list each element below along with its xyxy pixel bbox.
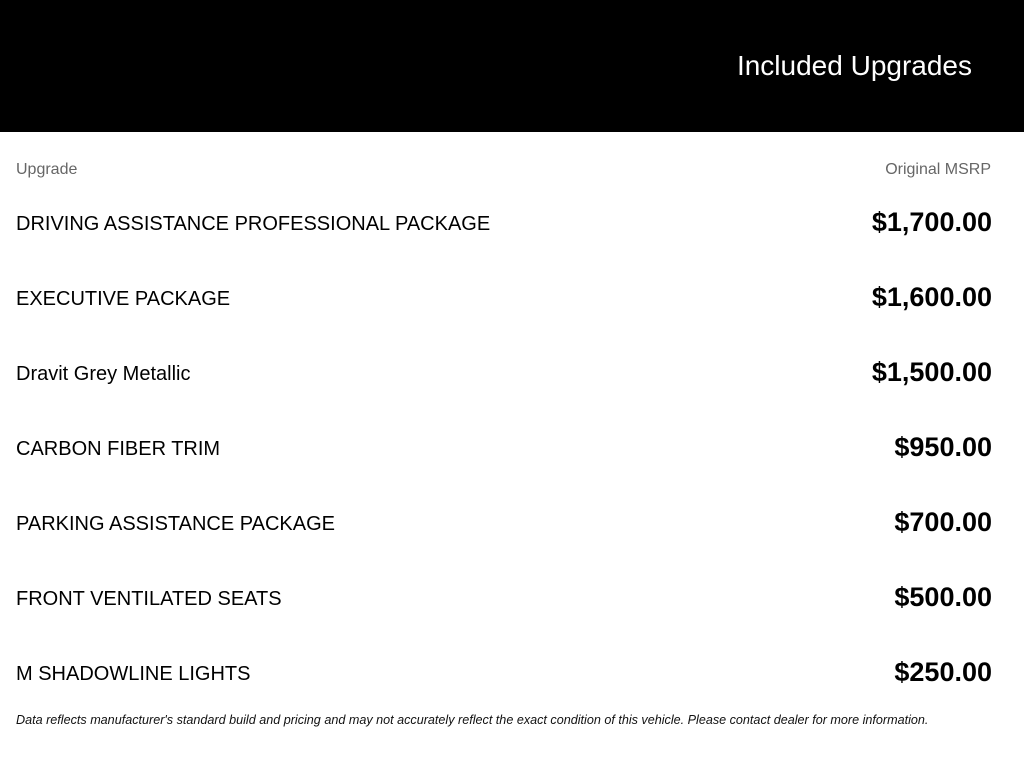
upgrade-name: CARBON FIBER TRIM	[16, 438, 221, 460]
upgrade-name: M SHADOWLINE LIGHTS	[16, 663, 251, 685]
upgrade-name: Dravit Grey Metallic	[16, 363, 191, 385]
upgrades-table	[0, 185, 1024, 710]
page-title: Included Upgrades	[736, 50, 972, 81]
upgrade-name: EXECUTIVE PACKAGE	[16, 288, 231, 310]
upgrade-price: $1,600.00	[871, 282, 992, 312]
upgrade-price: $500.00	[894, 582, 992, 612]
upgrade-name: DRIVING ASSISTANCE PROFESSIONAL PACKAGE	[16, 213, 491, 235]
upgrade-price: $1,700.00	[871, 207, 992, 237]
upgrade-name: PARKING ASSISTANCE PACKAGE	[16, 513, 335, 535]
table-row	[0, 560, 1024, 635]
header-bar	[0, 0, 1024, 132]
table-row	[0, 185, 1024, 260]
upgrade-price: $950.00	[894, 432, 992, 462]
table-row	[0, 635, 1024, 710]
table-row	[0, 410, 1024, 485]
table-row	[0, 260, 1024, 335]
column-header-upgrade: Upgrade	[16, 161, 78, 178]
table-row	[0, 335, 1024, 410]
upgrade-price: $250.00	[894, 657, 992, 687]
upgrade-name: FRONT VENTILATED SEATS	[16, 588, 282, 610]
column-header-msrp: Original MSRP	[885, 161, 991, 178]
upgrade-price: $1,500.00	[871, 357, 992, 387]
disclaimer-footnote: Data reflects manufacturer's standard build and pricing and may not accurately reflect the exact condition of this vehicle. Please contact dealer for more information.	[16, 713, 929, 727]
upgrade-price: $700.00	[894, 507, 992, 537]
table-row	[0, 485, 1024, 560]
